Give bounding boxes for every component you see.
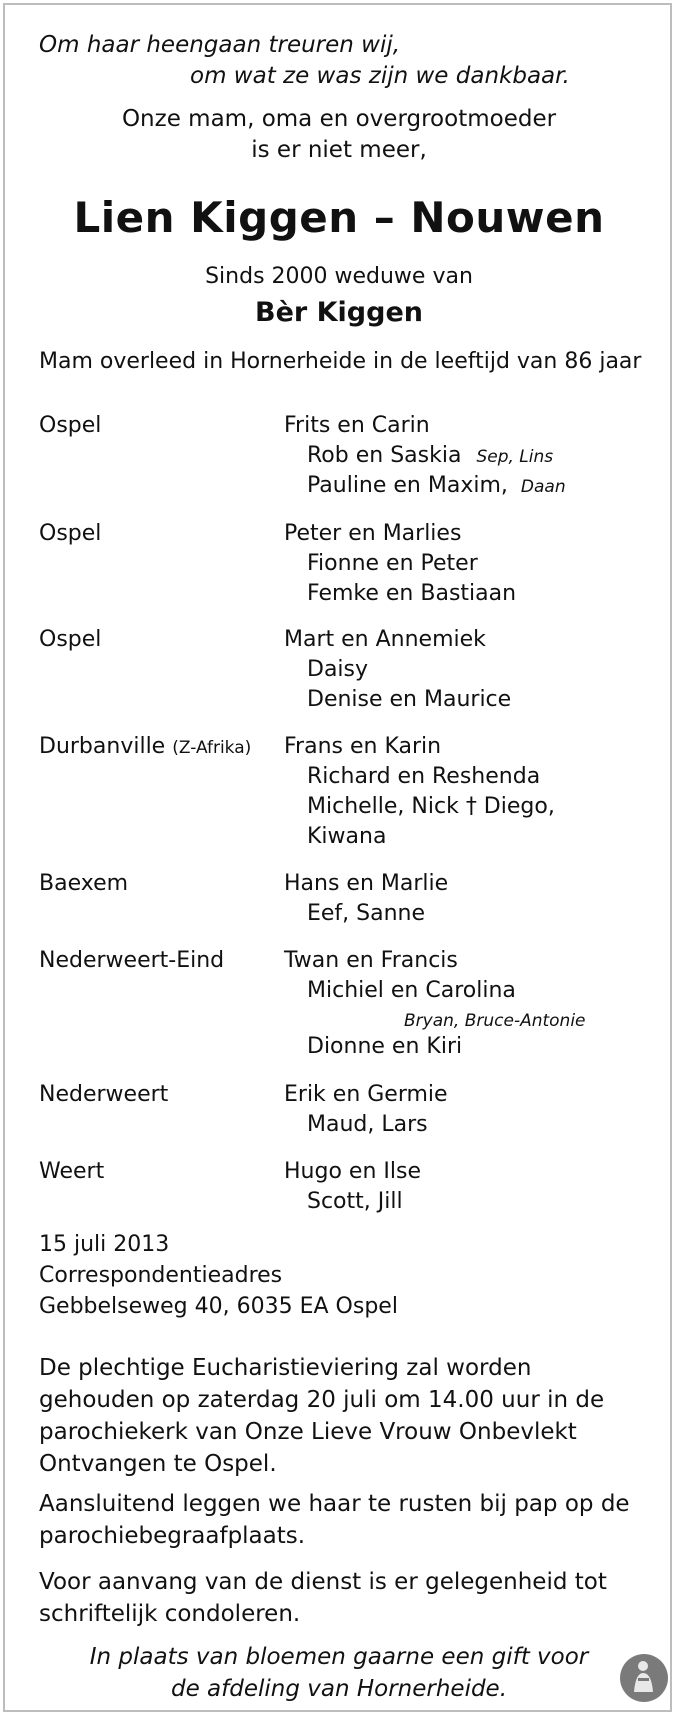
service-line: gehouden op zaterdag 20 juli om 14.00 uur in de <box>39 1387 605 1413</box>
flowers-line-1: In plaats van bloemen gaarne een gift voor <box>89 1644 589 1670</box>
notice-date: 15 juli 2013 <box>39 1232 170 1257</box>
grandchild-names: Kiwana <box>307 824 387 849</box>
correspondence-address: Gebbelseweg 40, 6035 EA Ospel <box>39 1294 398 1319</box>
grandchild-names: Scott, Jill <box>307 1189 403 1214</box>
grandchild-names: Fionne en Peter <box>307 551 478 576</box>
grandchild-names: Denise en Maurice <box>307 687 512 712</box>
poem-line-1: Om haar heengaan treuren wij, <box>39 32 401 58</box>
burial-paragraph <box>39 1488 639 1552</box>
grandchild-names: Dionne en Kiri <box>307 1034 463 1059</box>
grandchild-names: Michiel en Carolina <box>307 978 516 1003</box>
service-line: parochiekerk van Onze Lieve Vrouw Onbevlekt <box>39 1419 577 1445</box>
grandchild-line <box>307 443 553 468</box>
great-grandchild-names: Daan <box>520 477 566 497</box>
place-note: (Z-Afrika) <box>172 738 252 758</box>
intro-line-2: is er niet meer, <box>251 137 427 163</box>
family-couple: Mart en Annemiek <box>284 627 486 652</box>
family-couple: Frits en Carin <box>284 413 430 438</box>
grandchild-names: Pauline en Maxim, <box>307 473 508 498</box>
condolence-line: schriftelijk condoleren. <box>39 1601 301 1627</box>
grandchild-line <box>307 473 566 498</box>
grandchild-names: Maud, Lars <box>307 1112 428 1137</box>
family-couple: Erik en Germie <box>284 1082 448 1107</box>
grandchild-names: Rob en Saskia <box>307 443 462 468</box>
death-line: Mam overleed in Hornerheide in de leeftijd van 86 jaar <box>39 349 642 374</box>
service-line: De plechtige Eucharistieviering zal worden <box>39 1355 532 1381</box>
family-place: Baexem <box>39 871 129 896</box>
husband-name: Bèr Kiggen <box>255 297 423 328</box>
memorial-figure-icon <box>620 1654 668 1702</box>
family-place: Ospel <box>39 521 102 546</box>
family-place: Weert <box>39 1159 105 1184</box>
grandchild-names: Femke en Bastiaan <box>307 581 517 606</box>
condolence-paragraph <box>39 1566 639 1630</box>
family-place: Ospel <box>39 413 102 438</box>
great-grandchild-names: Bryan, Bruce-Antonie <box>404 1011 586 1031</box>
grandchild-names: Richard en Reshenda <box>307 764 541 789</box>
intro-line-1: Onze mam, oma en overgrootmoeder <box>121 106 557 132</box>
family-couple: Twan en Francis <box>284 948 458 973</box>
family-couple: Frans en Karin <box>284 734 442 759</box>
burial-line: parochiebegraafplaats. <box>39 1523 306 1549</box>
place-name: Durbanville <box>39 734 166 759</box>
great-grandchild-names: Sep, Lins <box>476 447 554 467</box>
family-place: Nederweert <box>39 1082 169 1107</box>
family-place: Nederweert-Eind <box>39 948 225 973</box>
family-couple: Hugo en Ilse <box>284 1159 421 1184</box>
family-place <box>39 734 251 759</box>
burial-line: Aansluitend leggen we haar te rusten bij pap op de <box>39 1491 630 1517</box>
correspondence-label: Correspondentieadres <box>39 1263 283 1288</box>
service-line: Ontvangen te Ospel. <box>39 1451 277 1477</box>
flowers-line-2: de afdeling van Hornerheide. <box>170 1676 508 1702</box>
grandchild-names: Daisy <box>307 657 369 682</box>
grandchild-names: Eef, Sanne <box>307 901 426 926</box>
deceased-name: Lien Kiggen – Nouwen <box>73 193 605 242</box>
poem-line-2: om wat ze was zijn we dankbaar. <box>190 63 570 89</box>
family-couple: Hans en Marlie <box>284 871 449 896</box>
widow-line: Sinds 2000 weduwe van <box>205 264 473 289</box>
condolence-line: Voor aanvang van de dienst is er gelegenheid tot <box>39 1569 607 1595</box>
service-paragraph <box>39 1352 639 1480</box>
grandchild-names: Michelle, Nick † Diego, <box>307 794 555 819</box>
family-place: Ospel <box>39 627 102 652</box>
family-couple: Peter en Marlies <box>284 521 462 546</box>
